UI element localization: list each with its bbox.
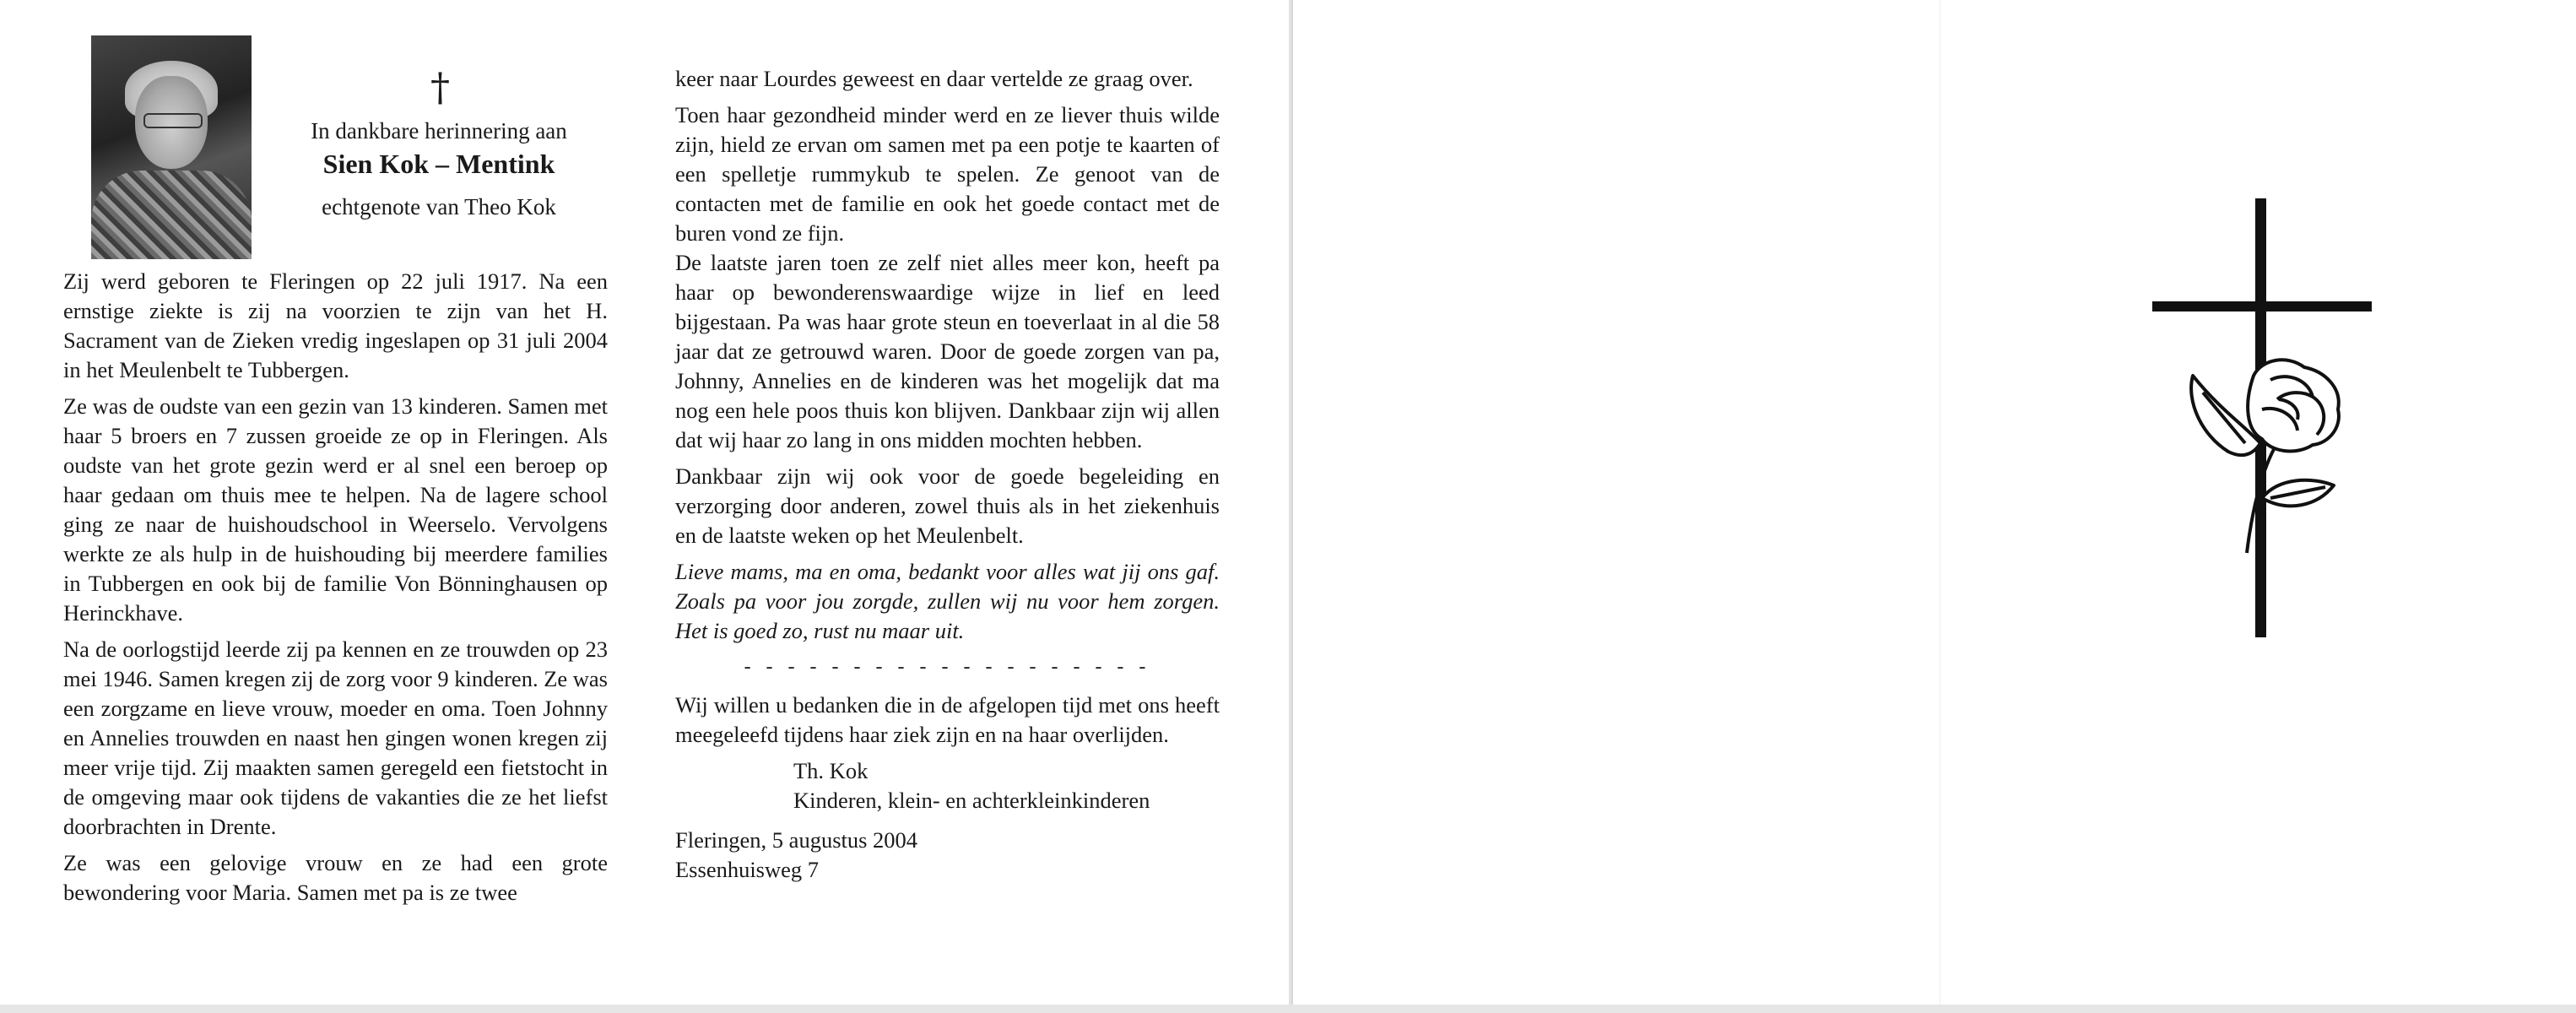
cross-with-rose-icon [2152, 198, 2372, 637]
portrait-photo [91, 35, 252, 259]
dedication-intro: In dankbare herinnering aan [311, 118, 567, 144]
bio-paragraph: Ze was een gelovige vrouw en ze had een grote bewondering voor Maria. Samen met pa is ze twee [63, 850, 608, 905]
inner-left-panel [0, 0, 641, 1005]
thanks-text: Wij willen u bedanken die in de afgelopen tijd met ons heeft meegeleefd tijdens haar ziek zijn en na haar overlijden. [675, 692, 1220, 747]
bio-paragraph: De laatste jaren toen ze zelf niet alles meer kon, heeft pa haar op bewonderenswaardige wijze in lief en leed bijgestaan. Pa was haar grote steun en toeverlaat in al die 58 jaar dat ze getrouwd waren. Door de goede zorgen van pa, Johnny, Annelies en de kinderen was het mogelijk dat ma nog een hele poos thuis kon blijven. Dankbaar zijn wij allen dat wij haar zo lang in ons midden mochten hebben. [675, 250, 1220, 452]
bio-paragraph: Na de oorlogstijd leerde zij pa kennen en ze trouwden op 23 mei 1946. Samen kregen zij de zorg voor 9 kinderen. Ze was een zorgzame en lieve vrouw, moeder en oma. Toen Johnny en Annelies trouwden en naast hen gingen wonen kregen zij meer vrije tijd. Zij maakten samen geregeld een fietstocht in de omgeving maar ook tijdens de vakanties die ze het liefst doorbrachten in Drente. [63, 637, 608, 839]
bio-paragraph: Toen haar gezondheid minder werd en ze liever thuis wilde zijn, hield ze ervan om samen met pa een potje te kaarten of een spelletje rummykub te spelen. Ze genoot van de contacten met de familie en ook het goede contact met de buren vond ze fijn. [675, 102, 1220, 246]
deceased-name: Sien Kok – Mentink [322, 149, 555, 179]
biography-column-2 [675, 64, 1220, 885]
inner-right-panel [641, 0, 1291, 1005]
back-panel [1291, 0, 1943, 1005]
signature-block [793, 756, 1220, 815]
place-date-block [675, 826, 1220, 885]
separator-line: - - - - - - - - - - - - - - - - - - - [744, 656, 1151, 678]
scan-edge [0, 1005, 2576, 1013]
signature-family: Kinderen, klein- en achterkleinkinderen [793, 788, 1150, 813]
spouse-line: echtgenote van Theo Kok [322, 194, 556, 219]
signature-name: Th. Kok [793, 758, 869, 783]
address: Essenhuisweg 7 [675, 857, 820, 882]
bio-paragraph: keer naar Lourdes geweest en daar vertelde ze graag over. [675, 66, 1193, 91]
farewell-text: Lieve mams, ma en oma, bedankt voor alles wat jij ons gaf. Zoals pa voor jou zorgde, zullen wij nu voor hem zorgen. Het is goed zo, rust nu maar uit. [675, 559, 1220, 643]
dagger-cross-icon: † [430, 64, 450, 110]
bio-paragraph: Ze was de oudste van een gezin van 13 kinderen. Samen met haar 5 broers en 7 zussen groeide ze op in Fleringen. Als oudste van het grote gezin werd er al snel een beroep op haar gedaan om thuis mee te helpen. Na de lagere school ging ze naar de huishoudschool in Weerselo. Vervolgens werkte ze als hulp in de huishouding bij meerdere families in Tubbergen en ook bij de familie Von Bönninghausen op Herinckhave. [63, 393, 608, 626]
place-date: Fleringen, 5 augustus 2004 [675, 827, 918, 853]
biography-column-1 [63, 267, 608, 914]
bio-paragraph: Zij werd geboren te Fleringen op 22 juli 1917. Na een ernstige ziekte is zij na voorzien te zijn van het H. Sacrament van de Zieken vredig ingeslapen op 31 juli 2004 in het Meulenbelt te Tubbergen. [63, 268, 608, 382]
bio-paragraph: Dankbaar zijn wij ook voor de goede begeleiding en verzorging door anderen, zowel thuis als in het ziekenhuis en de laatste weken op het Meulenbelt. [675, 463, 1220, 548]
